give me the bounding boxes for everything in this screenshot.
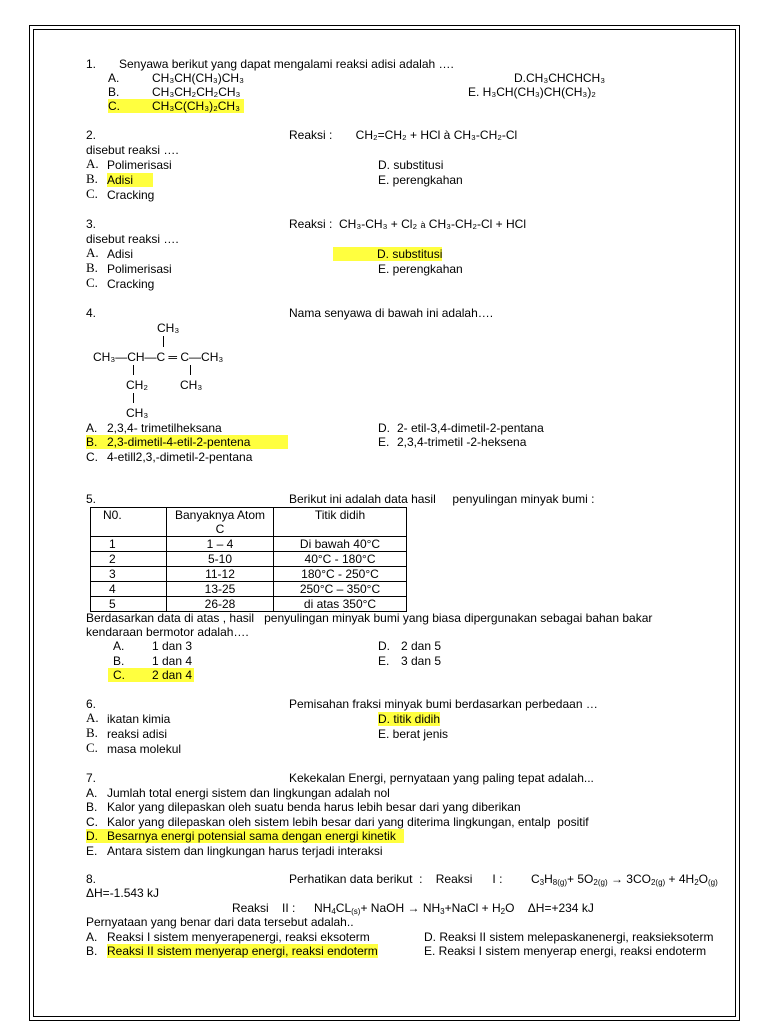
q1-b-text: CH₃CH₂CH₂CH₃ <box>152 85 241 99</box>
q7-c-letter: C. <box>86 815 98 829</box>
q8-r2-part: +NaCl + H <box>444 901 501 915</box>
q2-stem: disebut reaksi …. <box>86 143 179 157</box>
q2-a-text: Polimerisasi <box>107 158 172 172</box>
q2-e-text: E. perengkahan <box>378 173 463 187</box>
table-header-no: N0. <box>91 508 167 537</box>
q8-r2-part: + NaOH → NH <box>360 901 441 915</box>
table-cell: 180°C - 250°C <box>274 567 407 582</box>
q8-r1-part: 3 <box>539 878 545 887</box>
q2-b-text: Adisi <box>107 173 153 187</box>
q8-r2-part: 4 <box>331 907 336 916</box>
q7-d-letter: D. <box>86 829 98 843</box>
table-cell: 5 <box>91 597 167 612</box>
q2-c-letter: C. <box>86 186 98 201</box>
q8-r2-part: 2 <box>500 907 506 916</box>
q8-r2-part: (s) <box>351 907 361 916</box>
struct-bond-top <box>163 336 164 347</box>
q7-d-text: Besarnya energi potensial sama dengan energi kinetik <box>107 829 396 843</box>
q8-r1-part: 2(g) <box>593 878 608 887</box>
q3-d-text: D. substitusi <box>377 247 443 261</box>
q5-c-letter: C. <box>113 668 125 682</box>
q3-number: 3. <box>86 217 97 231</box>
q6-a-letter: A. <box>86 710 99 725</box>
q3-a-text: Adisi <box>107 247 134 261</box>
table-cell: di atas 350°C <box>274 597 407 612</box>
q2-number: 2. <box>86 128 97 142</box>
q6-question: Pemisahan fraksi minyak bumi berdasarkan perbedaan … <box>289 697 598 711</box>
q4-c-letter: C. <box>86 450 98 464</box>
q1-a-text: CH₃CH(CH₃)CH₃ <box>152 71 244 85</box>
q4-b-letter: B. <box>86 435 98 449</box>
q4-question: Nama senyawa di bawah ini adalah…. <box>289 306 494 320</box>
q4-c-text: 4-etill2,3,-dimetil-2-pentana <box>107 450 253 464</box>
q3-c-letter: C. <box>86 275 98 290</box>
q5-stem-line1: Berdasarkan data di atas , hasil penyulingan minyak bumi yang biasa dipergunakan sebagai bahan bakar <box>86 611 653 625</box>
struct-ch2: CH₂ <box>126 378 148 392</box>
table-cell: 13-25 <box>167 582 274 597</box>
table-cell: 5-10 <box>167 552 274 567</box>
q8-e-text: E. Reaksi I sistem menyerap energi, reaksi endoterm <box>424 944 707 958</box>
table-header-boiling: Titik didih <box>274 508 407 537</box>
q1-number: 1. <box>86 57 97 71</box>
q8-r2-part: O ΔH=+234 kJ <box>505 901 594 915</box>
q2-d-text: D. substitusi <box>378 158 444 172</box>
q3-c-text: Cracking <box>107 277 155 291</box>
q7-a-text: Jumlah total energi sistem dan lingkungan adalah nol <box>107 786 390 800</box>
q8-number: 8. <box>86 872 97 886</box>
q8-r2-part: NH <box>314 901 332 915</box>
q3-a-letter: A. <box>86 245 99 260</box>
q3-reaction-arrow: à <box>420 220 426 230</box>
q4-e-text: 2,3,4-trimetil -2-heksena <box>397 435 527 449</box>
struct-main-chain: CH₃—CH—C ═ C—CH₃ <box>93 350 224 364</box>
q6-e-text: E. berat jenis <box>378 727 449 741</box>
q3-reaction-right: CH₃-CH₂-Cl + HCl <box>425 217 527 231</box>
q1-c-letter: C. <box>108 99 120 113</box>
q8-r1-part: → 3CO <box>607 872 651 886</box>
q7-question: Kekekalan Energi, pernyataan yang paling tepat adalah... <box>289 771 594 785</box>
q2-b-letter: B. <box>86 171 98 186</box>
q1-d-text: D.CH₃CHCHCH₃ <box>514 71 606 85</box>
table-cell: 11-12 <box>167 567 274 582</box>
q8-r1-part: (g) <box>708 878 718 887</box>
struct-bottom-ch3: CH₃ <box>126 406 149 420</box>
table-row <box>91 582 407 597</box>
q8-stem: Pernyataan yang benar dari data tersebut adalah.. <box>86 915 354 929</box>
table-row <box>91 537 407 552</box>
q8-b-letter: B. <box>86 944 98 958</box>
q8-dh1: ΔH=-1.543 kJ <box>86 886 160 900</box>
table-row <box>91 597 407 612</box>
q7-e-letter: E. <box>86 844 98 858</box>
q4-b-text: 2,3-dimetil-4-etil-2-pentena <box>107 435 251 449</box>
struct-bond-bottom <box>133 393 134 403</box>
q6-b-letter: B. <box>86 725 98 740</box>
q8-r1-part: 2 <box>694 878 699 887</box>
q7-b-text: Kalor yang dilepaskan oleh suatu benda harus lebih besar dari yang diberikan <box>107 800 521 814</box>
q8-reaction-1 <box>531 872 718 886</box>
q3-e-text: E. perengkahan <box>378 262 463 276</box>
q3-reaction <box>289 217 526 232</box>
q1-e-text: E. H₃CH(CH₃)CH(CH₃)₂ <box>468 85 596 99</box>
table-row <box>91 552 407 567</box>
table-cell: Di bawah 40°C <box>274 537 407 552</box>
table-cell: 250°C – 350°C <box>274 582 407 597</box>
table-header-row <box>91 508 407 537</box>
q8-r1-part: H <box>544 872 553 886</box>
q3-stem: disebut reaksi …. <box>86 232 179 246</box>
q7-c-text: Kalor yang dilepaskan oleh sistem lebih besar dari yang diterima lingkungan, entalp positif <box>107 815 589 829</box>
q8-r1-part: + 4H <box>665 872 695 886</box>
q6-b-text: reaksi adisi <box>107 727 168 741</box>
q8-r1-part: C <box>531 872 540 886</box>
q1-c-text: CH₃C(CH₃)₂CH₃ <box>152 99 240 113</box>
q8-intro: Perhatikan data berikut : Reaksi I : <box>289 872 503 886</box>
table-cell: 4 <box>91 582 167 597</box>
q8-d-text: D. Reaksi II sistem melepaskanenergi, reaksieksoterm <box>424 930 714 944</box>
q1-a-letter: A. <box>108 71 120 85</box>
q5-intro: Berikut ini adalah data hasil penyulingan minyak bumi : <box>289 492 595 506</box>
q8-r1-part: O <box>698 872 709 886</box>
q8-reaction-2 <box>314 901 594 915</box>
q6-d-text: D. titik didih <box>378 712 441 726</box>
q6-a-text: ikatan kimia <box>107 712 171 726</box>
q7-number: 7. <box>86 771 97 785</box>
q4-a-text: 2,3,4- trimetilheksana <box>107 421 222 435</box>
q4-d-text: 2- etil-3,4-dimetil-2-pentana <box>397 421 544 435</box>
q5-e-text: 3 dan 5 <box>401 654 442 668</box>
q3-reaction-left: Reaksi : CH₃-CH₃ + Cl₂ <box>289 217 421 231</box>
q5-b-text: 1 dan 4 <box>152 654 193 668</box>
table-cell: 1 <box>91 537 167 552</box>
q6-c-letter: C. <box>86 740 98 755</box>
q5-a-text: 1 dan 3 <box>152 639 193 653</box>
q3-d-highlight-pad <box>333 247 377 261</box>
q5-b-letter: B. <box>113 654 125 668</box>
table-header-atom: Banyaknya Atom C <box>167 508 274 537</box>
q7-a-letter: A. <box>86 786 98 800</box>
q8-r2-part: 3 <box>440 907 445 916</box>
q8-r1-part: 8(g) <box>552 878 568 887</box>
q1-b-letter: B. <box>108 85 120 99</box>
table-cell: 1 – 4 <box>167 537 274 552</box>
table-cell: 26-28 <box>167 597 274 612</box>
q8-r2-part: CL <box>335 901 352 915</box>
q4-e-letter: E. <box>378 435 390 449</box>
struct-bond-right <box>190 365 191 375</box>
q3-b-text: Polimerisasi <box>107 262 172 276</box>
q5-number: 5. <box>86 492 97 506</box>
q1-question: Senyawa berikut yang dapat mengalami reaksi adisi adalah …. <box>119 57 454 71</box>
struct-top-ch3: CH₃ <box>157 321 180 335</box>
q5-e-letter: E. <box>378 654 390 668</box>
q7-b-letter: B. <box>86 800 98 814</box>
q8-a-letter: A. <box>86 930 98 944</box>
q7-e-text: Antara sistem dan lingkungan harus terjadi interaksi <box>107 844 383 858</box>
q2-reaction: Reaksi : CH₂=CH₂ + HCl à CH₃-CH₂-Cl <box>289 128 518 142</box>
table-cell: 2 <box>91 552 167 567</box>
q2-c-text: Cracking <box>107 188 155 202</box>
q8-r1-part: 2(g) <box>650 878 666 887</box>
struct-bond-left <box>133 365 134 375</box>
q5-stem-line2: kendaraan bermotor adalah…. <box>86 625 249 639</box>
distillation-table <box>90 507 407 612</box>
q8-a-text: Reaksi I sistem menyerapenergi, reaksi eksoterm <box>107 930 370 944</box>
struct-ch3-right: CH₃ <box>180 378 203 392</box>
q5-a-letter: A. <box>113 639 125 653</box>
table-row <box>91 567 407 582</box>
q5-c-text: 2 dan 4 <box>152 668 193 682</box>
q5-d-text: 2 dan 5 <box>401 639 442 653</box>
q3-b-letter: B. <box>86 260 98 275</box>
q5-d-letter: D. <box>378 639 390 653</box>
table-cell: 3 <box>91 567 167 582</box>
q4-a-letter: A. <box>86 421 98 435</box>
q6-c-text: masa molekul <box>107 742 182 756</box>
q6-number: 6. <box>86 697 97 711</box>
q4-number: 4. <box>86 306 97 320</box>
q8-reaction-2-label: Reaksi II : <box>232 901 296 915</box>
q8-b-text: Reaksi II sistem menyerap energi, reaksi endoterm <box>107 944 378 958</box>
q2-a-letter: A. <box>86 156 99 171</box>
q8-r1-part: + 5O <box>567 872 594 886</box>
table-cell: 40°C - 180°C <box>274 552 407 567</box>
q4-d-letter: D. <box>378 421 390 435</box>
